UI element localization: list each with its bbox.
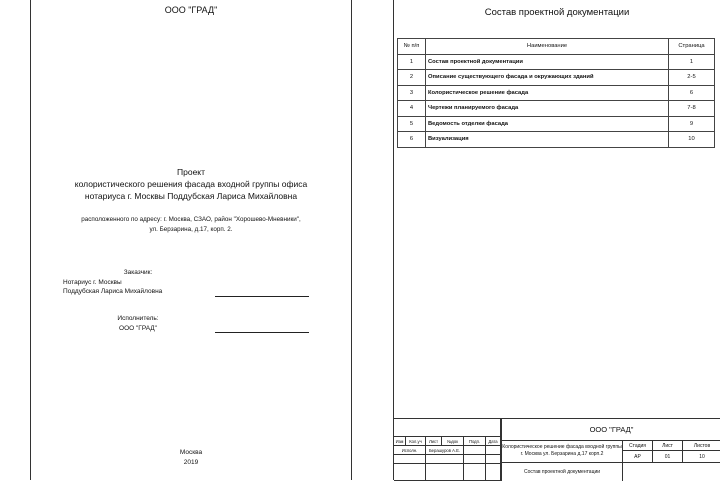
stamp-signature-cell (464, 446, 486, 455)
stamp-section-title: Состав проектной документации (501, 463, 623, 481)
stamp-col-header: №док (442, 437, 464, 446)
table-row (398, 116, 715, 132)
header-name: Наименование (426, 39, 669, 55)
stamp-person: Берашуров А.Е. (426, 446, 464, 455)
table-row (398, 70, 715, 86)
row-name: Визуализация (426, 132, 669, 148)
stamp-col-header: Подп. (464, 437, 486, 446)
row-number: 6 (398, 132, 426, 148)
row-number: 2 (398, 70, 426, 86)
project-label: Проект (177, 167, 205, 177)
stamp-col-header: Кол.уч (406, 437, 426, 446)
stamp-col-header: Лист (426, 437, 442, 446)
executor-label: Исполнитель: (117, 315, 159, 322)
row-number: 1 (398, 54, 426, 70)
stamp-col-header: Изм (394, 437, 406, 446)
row-name: Состав проектной документации (426, 54, 669, 70)
row-number: 4 (398, 101, 426, 117)
row-page: 6 (669, 85, 715, 101)
row-number: 3 (398, 85, 426, 101)
project-address (61, 215, 321, 235)
stamp-empty-cell (486, 464, 501, 481)
city-year (31, 448, 351, 467)
project-title (31, 166, 351, 202)
stamp-empty-cell (464, 464, 486, 481)
row-page: 7-8 (669, 101, 715, 117)
address-line-1: расположенного по адресу: г. Москва, СЗАО, район "Хорошево-Мневники", (81, 216, 301, 223)
customer-block (63, 268, 213, 297)
contents-table (397, 38, 715, 148)
stamp-sheets-label: Листов (683, 441, 720, 451)
title-block-stamp (394, 418, 720, 481)
customer-label: Заказчик: (123, 269, 153, 276)
stamp-col-header: Дата (486, 437, 501, 446)
contents-title: Состав проектной документации (484, 7, 630, 18)
project-line-1: колористического решения фасада входной группы офиса (74, 179, 308, 189)
stamp-stage: АР (623, 451, 653, 463)
title-page (30, 0, 352, 480)
stamp-stage-label: Стадия (623, 441, 653, 451)
stamp-blank-area (394, 419, 501, 437)
row-name: Описание существующего фасада и окружающих зданий (426, 70, 669, 86)
stamp-project-title: Колористическое решение фасада входной группы г. Москва ул. Берзарина д.17 корп.2 (501, 441, 623, 463)
customer-line-1: Нотариус г. Москвы (63, 278, 122, 286)
stamp-sheets: 10 (683, 451, 720, 463)
row-page: 2-5 (669, 70, 715, 86)
row-page: 9 (669, 116, 715, 132)
row-number: 5 (398, 116, 426, 132)
header-number: № п/п (398, 39, 426, 55)
executor-block (63, 314, 213, 333)
address-line-2: ул. Берзарина, д.17, корп. 2. (149, 226, 233, 233)
project-line-2: нотариуса г. Москвы Поддубская Лариса Михайловна (84, 191, 298, 201)
table-row (398, 132, 715, 148)
row-page: 10 (669, 132, 715, 148)
executor-name: ООО "ГРАД" (119, 324, 157, 332)
stamp-sheet-label: Лист (653, 441, 683, 451)
contents-header-row (398, 39, 715, 55)
row-name: Колористическое решение фасада (426, 85, 669, 101)
customer-signature-line (215, 296, 309, 297)
table-row (398, 85, 715, 101)
contents-page (393, 0, 720, 480)
stamp-role: Исполн. (394, 446, 426, 455)
header-page: Страница (669, 39, 715, 55)
stamp-organization: ООО "ГРАД" (501, 419, 720, 441)
city: Москва (179, 449, 203, 456)
row-name: Ведомость отделки фасада (426, 116, 669, 132)
stamp-empty-cell (394, 464, 426, 481)
stamp-empty-cell (486, 455, 501, 464)
table-row (398, 101, 715, 117)
table-row (398, 54, 715, 70)
executor-signature-line (215, 332, 309, 333)
stamp-sheet: 01 (653, 451, 683, 463)
stamp-empty-cell (464, 455, 486, 464)
stamp-empty-cell (426, 464, 464, 481)
year: 2019 (183, 458, 199, 466)
stamp-date-cell (486, 446, 501, 455)
row-page: 1 (669, 54, 715, 70)
stamp-empty-cell (426, 455, 464, 464)
row-name: Чертежи планируемого фасада (426, 101, 669, 117)
organization-name: ООО "ГРАД" (164, 5, 218, 15)
stamp-empty-cell (394, 455, 426, 464)
customer-line-2: Поддубская Лариса Михайловна (63, 288, 163, 295)
stamp-revision-grid (394, 419, 501, 481)
